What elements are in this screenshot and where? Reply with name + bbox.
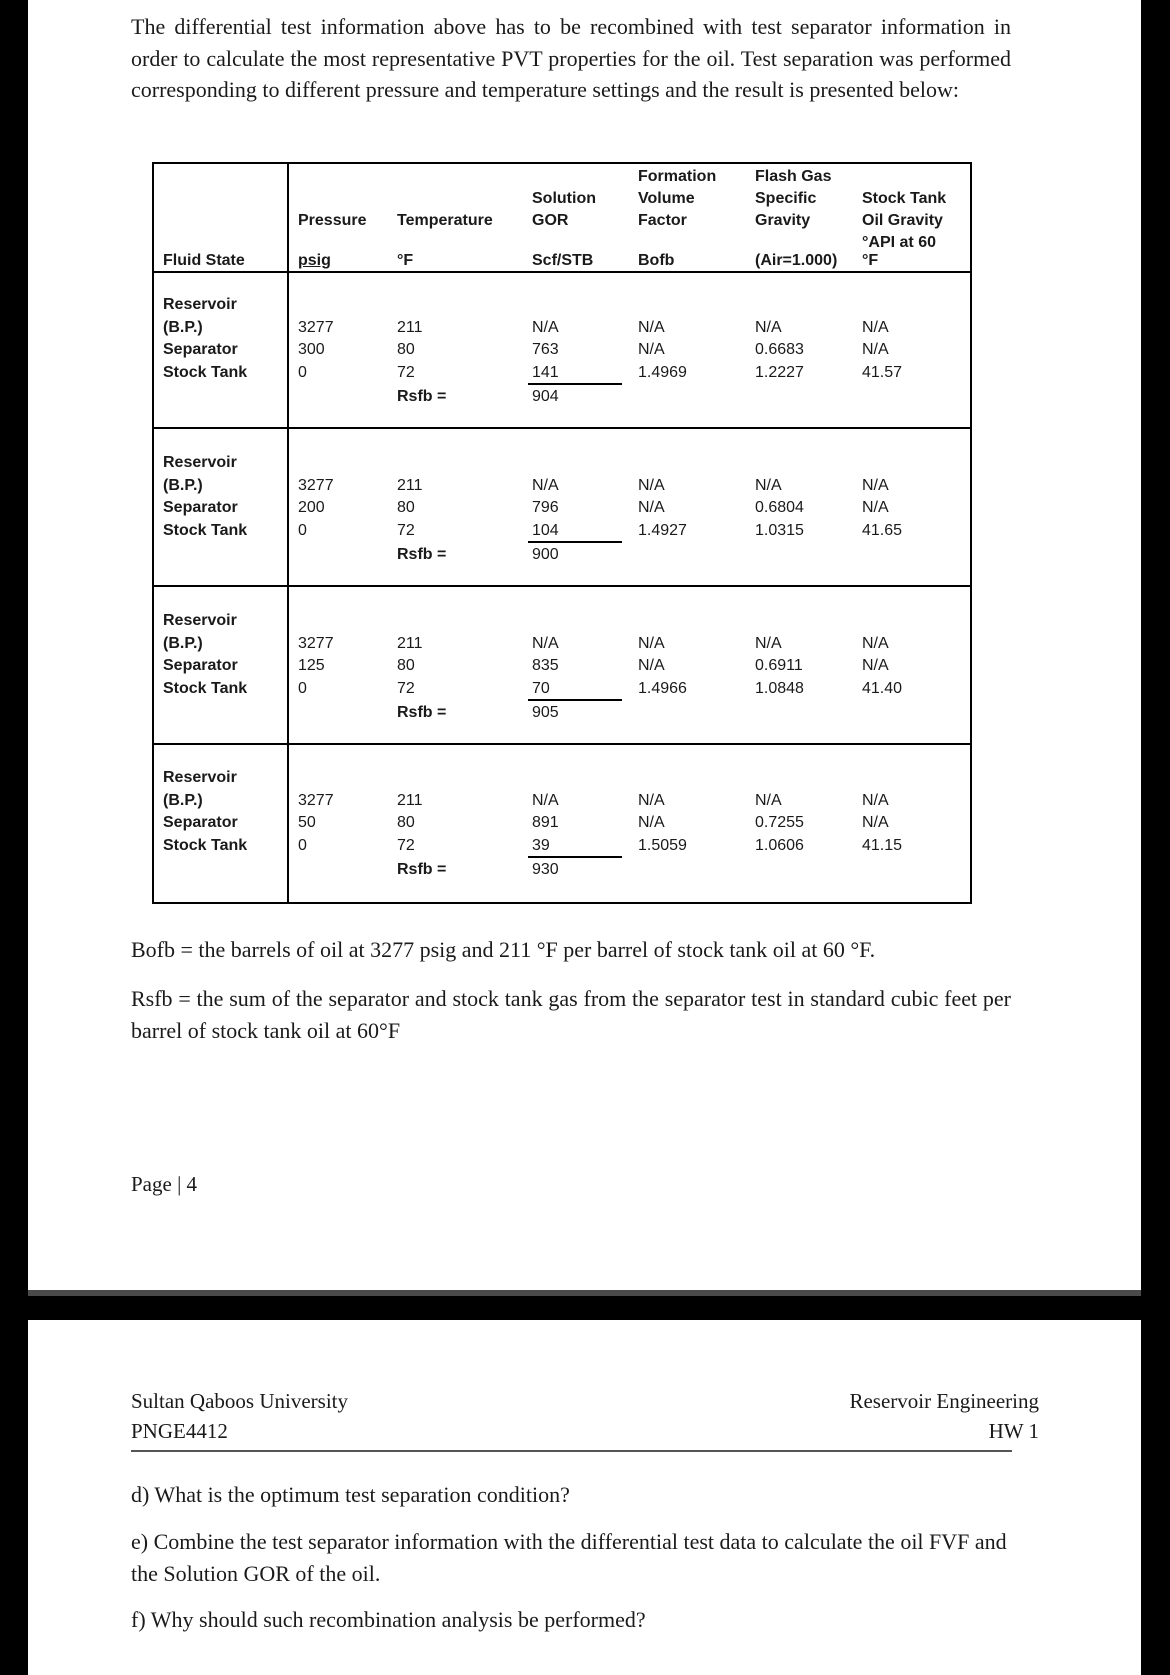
header-gas-line2: Specific xyxy=(755,190,817,207)
header-gor-line1: Solution xyxy=(532,190,596,207)
rsfb-label: Rsfb = xyxy=(397,704,447,721)
table-cell-temperature: 211 xyxy=(397,476,423,494)
table-cell-gor: 39 xyxy=(532,836,550,854)
rsfb-definition: Rsfb = the sum of the separator and stock tank gas from the separator test in standard cubic feet per barrel of stock tank oil at 60°F xyxy=(131,986,1011,1043)
table-group-rule xyxy=(154,427,970,429)
separator-test-table xyxy=(152,162,972,904)
table-cell-temperature: 211 xyxy=(397,318,423,336)
header-fvf-line3: Factor xyxy=(638,212,687,229)
table-cell-gor: 891 xyxy=(532,814,559,831)
intro-paragraph: The differential test information above has to be recombined with test separator information in order to calculate the most representative PVT properties for the oil. Test separation was performed corresponding to different pressure and temperature settings and the result is presented below: xyxy=(131,14,1011,102)
header-rule xyxy=(131,1450,1012,1452)
fluid-state-label: Stock Tank xyxy=(163,836,248,854)
table-cell-fvf: N/A xyxy=(638,341,665,358)
header-temperature: Temperature xyxy=(397,212,493,229)
fluid-state-label: Separator xyxy=(163,341,238,358)
table-cell-gas-gravity: N/A xyxy=(755,476,782,494)
table-cell-fvf: 1.4969 xyxy=(638,363,687,381)
table-cell-gas-gravity: N/A xyxy=(755,634,782,652)
table-cell-temperature: 72 xyxy=(397,521,415,539)
table-cell-fvf: N/A xyxy=(638,814,665,831)
header-pressure-unit: psig xyxy=(298,252,331,269)
rsfb-label: Rsfb = xyxy=(397,546,447,563)
table-cell-fvf: N/A xyxy=(638,318,665,336)
table-cell-pressure: 200 xyxy=(298,499,325,516)
fluid-state-label: Reservoir xyxy=(163,454,237,471)
table-cell-gas-gravity: N/A xyxy=(755,791,782,809)
fluid-state-label: Reservoir xyxy=(163,769,237,786)
table-cell-temperature: 72 xyxy=(397,836,415,854)
table-cell-pressure: 0 xyxy=(298,836,307,854)
rsfb-value: 930 xyxy=(532,861,559,878)
table-cell-fvf: 1.5059 xyxy=(638,836,687,854)
table-cell-gor: N/A xyxy=(532,791,559,809)
fluid-state-label: (B.P.) xyxy=(163,476,203,494)
rsfb-sum-rule xyxy=(528,856,622,858)
table-cell-pressure: 0 xyxy=(298,679,307,697)
question-d: d) What is the optimum test separation condition? xyxy=(131,1482,570,1507)
table-cell-api: N/A xyxy=(862,791,889,809)
table-cell-pressure: 3277 xyxy=(298,318,334,336)
table-cell-pressure: 125 xyxy=(298,657,325,674)
table-cell-temperature: 80 xyxy=(397,814,415,831)
header-gor-unit: Scf/STB xyxy=(532,252,594,269)
header-fvf-line1: Formation xyxy=(638,168,717,185)
table-cell-gor: N/A xyxy=(532,318,559,336)
rsfb-sum-rule xyxy=(528,383,622,385)
question-e: e) Combine the test separator information with the differential test data to calculate the oil FVF and the Solution GOR of the oil. xyxy=(131,1529,1007,1586)
table-cell-api: N/A xyxy=(862,499,889,516)
fluid-state-label: (B.P.) xyxy=(163,634,203,652)
table-cell-gor: 141 xyxy=(532,363,559,381)
header-university: Sultan Qaboos University xyxy=(131,1389,348,1413)
table-cell-temperature: 72 xyxy=(397,679,415,697)
table-cell-fvf: N/A xyxy=(638,499,665,516)
table-cell-temperature: 80 xyxy=(397,657,415,674)
table-cell-pressure: 3277 xyxy=(298,791,334,809)
header-fvf-line2: Volume xyxy=(638,190,695,207)
table-cell-gas-gravity: N/A xyxy=(755,318,782,336)
table-cell-temperature: 211 xyxy=(397,791,423,809)
header-fluid-state: Fluid State xyxy=(163,252,245,269)
table-cell-pressure: 0 xyxy=(298,363,307,381)
bofb-definition: Bofb = the barrels of oil at 3277 psig and 211 °F per barrel of stock tank oil at 60 °F. xyxy=(131,937,876,962)
fluid-state-label: Stock Tank xyxy=(163,363,248,381)
table-cell-fvf: N/A xyxy=(638,634,665,652)
rsfb-label: Rsfb = xyxy=(397,388,447,405)
header-course: PNGE4412 xyxy=(131,1419,228,1443)
header-gas-line3: Gravity xyxy=(755,212,811,229)
rsfb-label: Rsfb = xyxy=(397,861,447,878)
fluid-state-label: Separator xyxy=(163,657,238,674)
table-cell-gor: 835 xyxy=(532,657,559,674)
fluid-state-label: (B.P.) xyxy=(163,791,203,809)
table-cell-api: N/A xyxy=(862,318,889,336)
table-cell-gas-gravity: 0.7255 xyxy=(755,814,804,831)
table-cell-fvf: 1.4966 xyxy=(638,679,687,697)
header-gor-line2: GOR xyxy=(532,212,569,229)
fluid-state-label: Stock Tank xyxy=(163,679,248,697)
table-cell-api: 41.15 xyxy=(862,836,903,854)
header-api-line3: °API at 60 xyxy=(862,234,936,251)
table-cell-gor: 763 xyxy=(532,341,559,358)
rsfb-value: 900 xyxy=(532,546,559,563)
table-cell-temperature: 80 xyxy=(397,341,415,358)
header-assignment: HW 1 xyxy=(988,1419,1039,1443)
fluid-state-label: Separator xyxy=(163,499,238,516)
table-cell-api: 41.57 xyxy=(862,363,903,381)
table-cell-api: N/A xyxy=(862,814,889,831)
table-cell-gas-gravity: 0.6804 xyxy=(755,499,804,516)
rsfb-value: 904 xyxy=(532,388,559,405)
table-cell-temperature: 80 xyxy=(397,499,415,516)
header-gas-line1: Flash Gas xyxy=(755,168,832,185)
page-separator xyxy=(28,1290,1141,1296)
header-temperature-unit: °F xyxy=(397,252,414,269)
table-cell-gor: 796 xyxy=(532,499,559,516)
table-cell-gas-gravity: 1.0606 xyxy=(755,836,804,854)
table-cell-gas-gravity: 1.0848 xyxy=(755,679,804,697)
table-cell-fvf: N/A xyxy=(638,476,665,494)
table-cell-gas-gravity: 1.0315 xyxy=(755,521,804,539)
rsfb-sum-rule xyxy=(528,699,622,701)
fluid-state-label: Reservoir xyxy=(163,296,237,313)
rsfb-value: 905 xyxy=(532,704,559,721)
table-group-rule xyxy=(154,743,970,745)
header-api-line2: Oil Gravity xyxy=(862,212,943,229)
header-api-line1: Stock Tank xyxy=(862,190,947,207)
table-cell-fvf: N/A xyxy=(638,657,665,674)
fluid-state-label: Stock Tank xyxy=(163,521,248,539)
table-cell-api: N/A xyxy=(862,634,889,652)
table-cell-gor: N/A xyxy=(532,634,559,652)
fluid-state-label: Reservoir xyxy=(163,612,237,629)
table-cell-api: 41.40 xyxy=(862,679,903,697)
question-f: f) Why should such recombination analysis be performed? xyxy=(131,1607,646,1632)
table-cell-api: N/A xyxy=(862,341,889,358)
table-cell-api: N/A xyxy=(862,657,889,674)
table-cell-fvf: 1.4927 xyxy=(638,521,687,539)
table-cell-api: N/A xyxy=(862,476,889,494)
table-cell-gor: 104 xyxy=(532,521,559,539)
header-fvf-unit: Bofb xyxy=(638,252,675,269)
table-header-rule xyxy=(154,271,970,273)
rsfb-sum-rule xyxy=(528,541,622,543)
table-cell-gas-gravity: 1.2227 xyxy=(755,363,804,381)
header-subject: Reservoir Engineering xyxy=(849,1389,1039,1413)
header-api-unit: °F xyxy=(862,252,879,269)
table-cell-pressure: 3277 xyxy=(298,634,334,652)
page-number: Page | 4 xyxy=(131,1172,198,1196)
header-gas-unit: (Air=1.000) xyxy=(755,252,838,269)
table-column-divider xyxy=(287,164,289,902)
table-cell-temperature: 211 xyxy=(397,634,423,652)
table-cell-gas-gravity: 0.6683 xyxy=(755,341,804,358)
header-pressure: Pressure xyxy=(298,212,367,229)
fluid-state-label: Separator xyxy=(163,814,238,831)
table-cell-gor: 70 xyxy=(532,679,550,697)
table-cell-pressure: 50 xyxy=(298,814,316,831)
table-cell-gor: N/A xyxy=(532,476,559,494)
table-cell-fvf: N/A xyxy=(638,791,665,809)
table-cell-pressure: 300 xyxy=(298,341,325,358)
table-cell-gas-gravity: 0.6911 xyxy=(755,657,803,674)
table-cell-pressure: 0 xyxy=(298,521,307,539)
table-cell-pressure: 3277 xyxy=(298,476,334,494)
table-cell-temperature: 72 xyxy=(397,363,415,381)
fluid-state-label: (B.P.) xyxy=(163,318,203,336)
table-cell-api: 41.65 xyxy=(862,521,903,539)
table-group-rule xyxy=(154,585,970,587)
